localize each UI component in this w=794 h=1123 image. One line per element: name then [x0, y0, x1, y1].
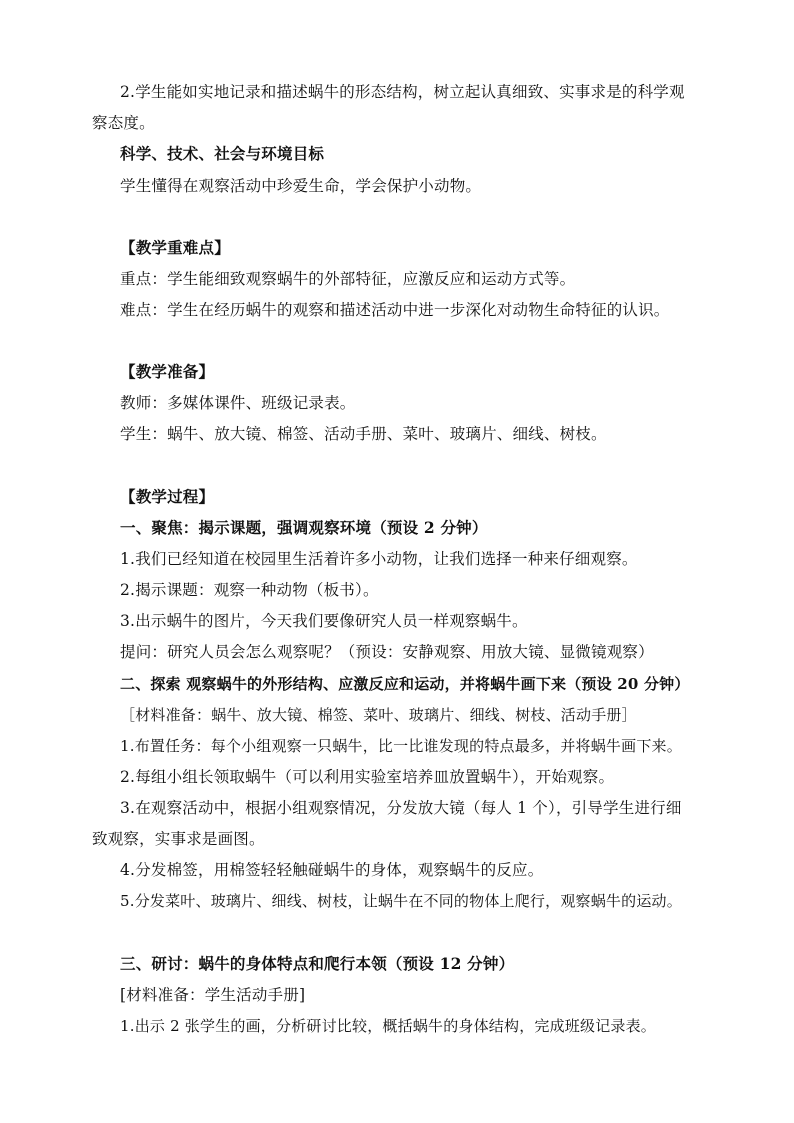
sts-heading: 科学、技术、社会与环境目标 [120, 144, 325, 163]
key-point-line: 重点：学生能细致观察蜗牛的外部特征，应激反应和运动方式等。 [120, 270, 576, 288]
preparation-heading: 【教学准备】 [120, 362, 215, 381]
explore-line-4: 4.分发棉签，用棉签轻轻触碰蜗牛的身体，观察蜗牛的反应。 [120, 861, 544, 879]
key-points-heading: 【教学重难点】 [120, 238, 230, 257]
explore-line-2: 2.每组小组长领取蜗牛（可以利用实验室培养皿放置蜗牛），开始观察。 [120, 768, 615, 786]
section-explore-heading: 二、探索 观察蜗牛的外形结构、应激反应和运动，并将蜗牛画下来（预设 20 分钟） [120, 675, 690, 693]
objective-line-2: 2.学生能如实地记录和描述蜗牛的形态结构，树立起认真细致、实事求是的科学观 [120, 83, 685, 101]
student-prep-line: 学生：蜗牛、放大镜、棉签、活动手册、菜叶、玻璃片、细线、树枝。 [120, 425, 607, 443]
sts-line: 学生懂得在观察活动中珍爱生命，学会保护小动物。 [120, 177, 482, 195]
objective-line-2-cont: 察态度。 [92, 114, 155, 132]
explore-line-3: 3.在观察活动中，根据小组观察情况，分发放大镜（每人 1 个），引导学生进行细 [120, 799, 682, 817]
section-discuss-heading: 三、研讨：蜗牛的身体特点和爬行本领（预设 12 分钟） [120, 954, 515, 973]
discuss-materials-line: [材料准备：学生活动手册] [120, 986, 306, 1004]
focus-question-line: 提问：研究人员会怎么观察呢？（预设：安静观察、用放大镜、显微镜观察） [120, 643, 654, 661]
focus-line-2: 2.揭示课题：观察一种动物（板书）。 [120, 581, 379, 599]
explore-line-1: 1.布置任务：每个小组观察一只蜗牛，比一比谁发现的特点最多，并将蜗牛画下来。 [120, 737, 682, 755]
explore-materials-line: ［材料准备：蜗牛、放大镜、棉签、菜叶、玻璃片、细线、树枝、活动手册］ [120, 706, 637, 724]
teacher-prep-line: 教师：多媒体课件、班级记录表。 [120, 394, 356, 412]
focus-line-3: 3.出示蜗牛的图片，今天我们要像研究人员一样观察蜗牛。 [120, 612, 528, 630]
difficulty-line: 难点：学生在经历蜗牛的观察和描述活动中进一步深化对动物生命特征的认识。 [120, 301, 670, 319]
explore-line-3-cont: 致观察，实事求是画图。 [92, 830, 265, 848]
process-heading: 【教学过程】 [120, 487, 215, 506]
explore-line-5: 5.分发菜叶、玻璃片、细线、树枝，让蜗牛在不同的物体上爬行，观察蜗牛的运动。 [120, 892, 682, 910]
focus-line-1: 1.我们已经知道在校园里生活着许多小动物，让我们选择一种来仔细观察。 [120, 550, 638, 568]
section-focus-heading: 一、聚焦：揭示课题，强调观察环境（预设 2 分钟） [120, 518, 488, 537]
discuss-line-1: 1.出示 2 张学生的画，分析研讨比较，概括蜗牛的身体结构，完成班级记录表。 [120, 1017, 656, 1035]
